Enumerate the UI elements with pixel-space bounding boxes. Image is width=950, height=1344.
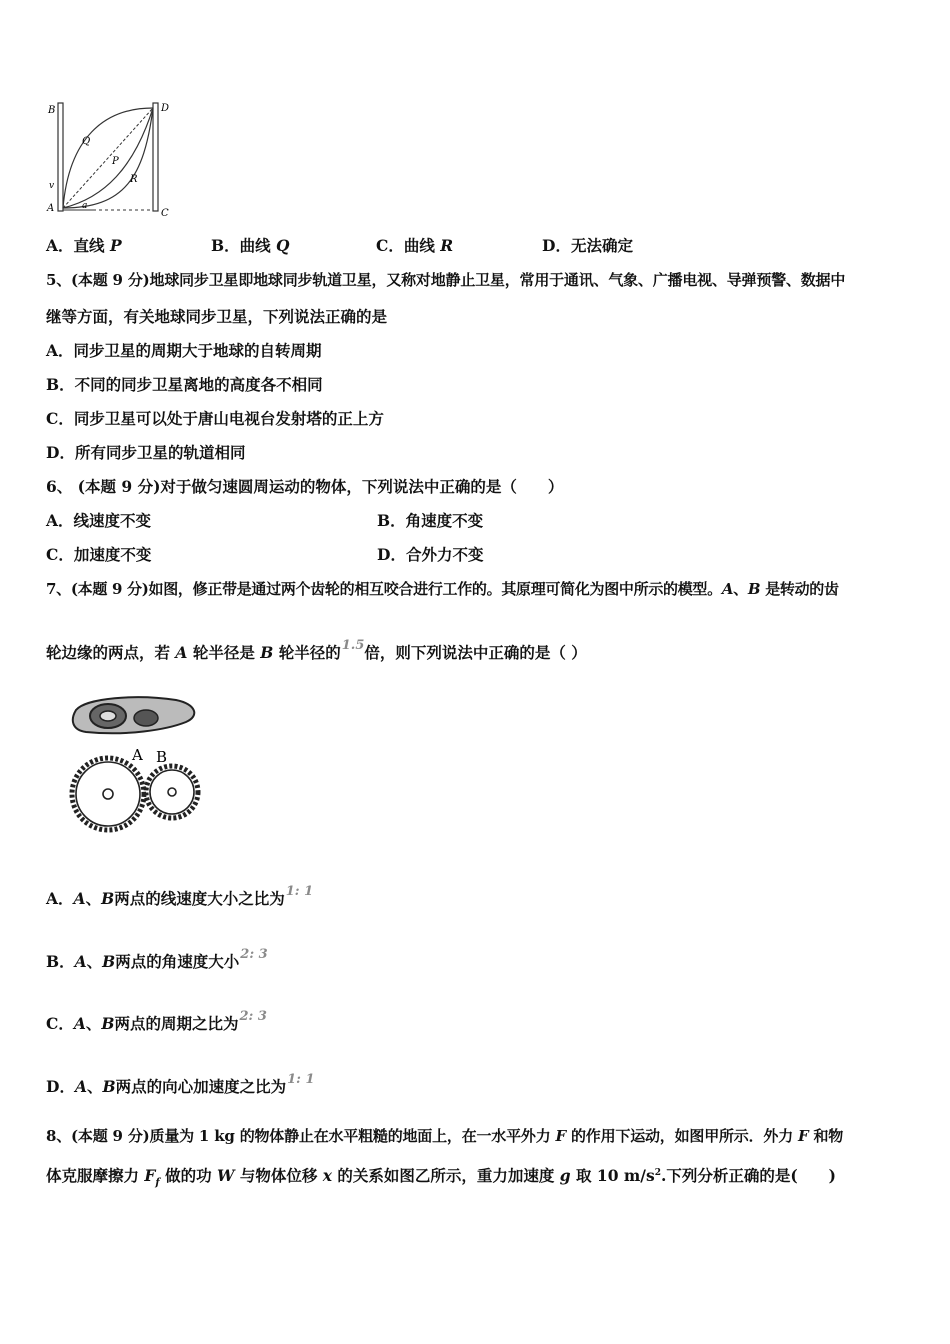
label-b: B	[48, 105, 56, 116]
q7-option-b[interactable]: B．A、B两点的角速度大小$^{2: 3}$	[46, 947, 268, 971]
label-r: R	[130, 174, 138, 185]
left-post	[58, 103, 63, 211]
q4-options	[46, 236, 906, 256]
q4-option-c[interactable]: C．曲线 R	[376, 236, 454, 255]
q5-option-a[interactable]: A．同步卫星的周期大于地球的自转周期	[46, 341, 322, 360]
label-a-accel: a	[82, 201, 88, 211]
q5-option-d[interactable]: D．所有同步卫星的轨道相同	[46, 443, 246, 462]
q5-option-c[interactable]: C．同步卫星可以处于唐山电视台发射塔的正上方	[46, 409, 384, 428]
radius-ratio: 1.5	[341, 638, 365, 653]
q7-stem-line2: 轮边缘的两点，若 A 轮半径是 B 轮半径的$^{1.5}$倍，则下列说法中正确的是（ ）	[46, 638, 587, 662]
q4-option-d[interactable]: D．无法确定	[542, 236, 633, 255]
gear-label-b: B	[156, 748, 168, 766]
q6-option-b[interactable]: B．角速度不变	[377, 511, 484, 530]
curve-diagram	[44, 98, 184, 224]
right-post	[153, 103, 158, 211]
tape-reel-inner	[100, 711, 116, 721]
label-p: P	[112, 156, 119, 167]
gear-b-body	[150, 770, 194, 814]
q6-option-d[interactable]: D．合外力不变	[377, 545, 484, 564]
ratio-value: 2: 3	[239, 1009, 267, 1024]
q7-stem-line1: 7、(本题 9 分)如图，修正带是通过两个齿轮的相互咬合进行工作的。其原理可简化为图中所示的模型。A、B 是转动的齿	[46, 580, 839, 598]
q8-stem-line1: 8、(本题 9 分)质量为 1 kg 的物体静止在水平粗糙的地面上，在一水平外力 F 的作用下运动，如图甲所示．外力 F 和物	[46, 1127, 844, 1145]
curve-p	[63, 108, 153, 208]
q7-option-a[interactable]: A．A、B两点的线速度大小之比为$^{1: 1}$	[46, 884, 314, 908]
q5-stem-line1: 5、(本题 9 分)地球同步卫星即地球同步轨道卫星，又称对地静止卫星，常用于通讯、气象、广播电视、导弹预警、数据中	[46, 271, 846, 289]
q7-option-c[interactable]: C．A、B两点的周期之比为$^{2: 3}$	[46, 1009, 267, 1033]
label-v: v	[49, 181, 55, 191]
gear-a-body	[76, 762, 140, 826]
q6-stem: 6、 (本题 9 分)对于做匀速圆周运动的物体，下列说法中正确的是（ ）	[46, 477, 564, 496]
gear-figure	[66, 690, 216, 838]
ratio-value: 1: 1	[287, 1072, 315, 1087]
ratio-value: 1: 1	[285, 884, 314, 899]
ratio-value: 2: 3	[240, 947, 268, 962]
tape-gear-small	[134, 710, 158, 726]
q7-option-d[interactable]: D．A、B两点的向心加速度之比为$^{1: 1}$	[46, 1072, 315, 1096]
q8-stem-line2: 体克服摩擦力 $F_f$ 做的功 W 与物体位移 x 的关系如图乙所示，重力加速度 g 取 10 $m/s^2$.下列分析正确的是( )	[46, 1166, 837, 1189]
label-q: Q	[82, 136, 91, 147]
q5-stem-line2: 继等方面，有关地球同步卫星，下列说法正确的是	[46, 307, 388, 326]
gear-label-a: A	[132, 746, 143, 764]
label-d: D	[161, 103, 170, 114]
q5-option-b[interactable]: B．不同的同步卫星离地的高度各不相同	[46, 375, 323, 394]
q4-option-a[interactable]: A．直线 P	[46, 236, 122, 255]
label-a-point: A	[47, 203, 55, 214]
q4-option-b[interactable]: B．曲线 Q	[211, 236, 290, 255]
q6-option-c[interactable]: C．加速度不变	[46, 545, 152, 564]
label-c: C	[161, 208, 169, 219]
q6-option-a[interactable]: A．线速度不变	[46, 511, 152, 530]
